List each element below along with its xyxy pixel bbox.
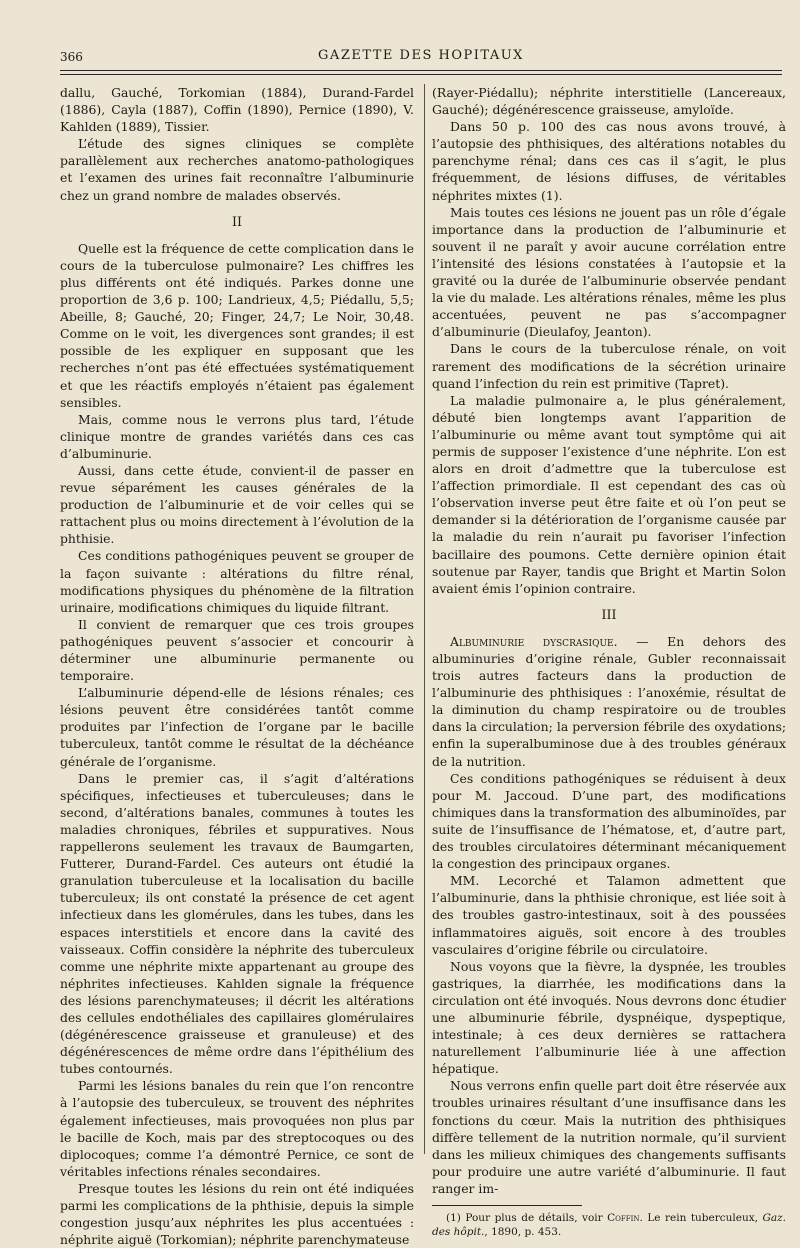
paragraph: Quelle est la fréquence de cette complication dans le cours de la tuberculose pulmonaire? Les chiffres les plus différents ont été indiqués. Parkes donne une proportion de 3,6 p. 100; Landrieux, 4,5; Piédallu, 5,5; Abeille, 8; Gauché, 20; Finger, 24,7; Le Noir, 30,48. Comme on le voit, les divergences sont grandes; il est possible de les expliquer en supposant que les recherches n’ont pas été effectuées systématiquement et que les réactifs employés n’étaient pas également sensibles.: [60, 240, 414, 410]
paragraph: Ces conditions pathogéniques peuvent se grouper de la façon suivante : altérations du filtre rénal, modifications physiques du phénomène de la filtration urinaire, modifications chimiques du liquide filtrant.: [60, 548, 414, 615]
footnote-author: Coffin: [607, 1212, 640, 1224]
paragraph: Aussi, dans cette étude, convient-il de passer en revue séparément les causes générales de la production de l’albuminurie et de voir celles qui se rattachent plus ou moins directement à l’évolution de la phthisie.: [60, 462, 414, 547]
paragraph: [432, 633, 786, 770]
paragraph: dallu, Gauché, Torkomian (1884), Durand-Fardel (1886), Cayla (1887), Coffin (1890), Pernice (1890), V. Kahlden (1889), Tissier.: [60, 85, 414, 135]
paragraph: Dans 50 p. 100 des cas nous avons trouvé, à l’autopsie des phthisiques, des altérations notables du parenchyme rénal; dans ces cas il s’agit, le plus fréquemment, de lésions diffuses, de véritables néphrites mixtes (1).: [432, 119, 786, 203]
paragraph: La maladie pulmonaire a, le plus généralement, débuté bien longtemps avant l’apparition de l’albuminurie ou même avant tout symptôme qui ait permis de supposer l’existence d’une néphrite. L’on est alors en droit d’admettre que la tuberculose est l’affection primordiale. Il est cependant des cas où l’observation inverse peut être faite et où l’on peut se demander si la détérioration de l’organisme causée par la maladie du rein n’aurait pu favoriser l’infection bacillaire des poumons. Cette dernière opinion était soutenue par Rayer, tandis que Bright et Martin Solon avaient émis l’opinion contraire.: [432, 392, 786, 596]
paragraph: Dans le premier cas, il s’agit d’altérations spécifiques, infectieuses et tuberculeuses; dans le second, d’altérations banales, communes à toutes les maladies chroniques, fébriles et suppuratives. Nous rappellerons seulement les travaux de Baumgarten, Futterer, Durand-Fardel. Ces auteurs ont étudié la granulation tuberculeuse et la localisation du bacille tuberculeux; ils ont constaté la présence de cet agent infectieux dans les glomérules, dans les tubes, dans les espaces interstitiels et encore dans la cavité des vaisseaux. Coffin considère la néphrite des tuberculeux comme une néphrite mixte appartenant au groupe des néphrites infectieuses. Kahlden signale la fréquence des lésions parenchymateuses; il décrit les altérations des cellules endothéliales des capillaires glomérulaires (dégénérescence graisseuse et granuleuse) et des dégénérescences de même ordre dans l’épithélium des tubes contournés.: [60, 770, 414, 1077]
paragraph: L’étude des signes cliniques se complète parallèlement aux recherches anatomo-pathologiques et l’examen des urines fait reconnaître l’albuminurie chez un grand nombre de malades observés.: [60, 136, 414, 203]
section-heading: II: [232, 213, 242, 229]
running-title: GAZETTE DES HOPITAUX: [318, 48, 524, 63]
header-rule-thick: [60, 70, 782, 71]
footnote-text: . Le rein tuberculeux,: [639, 1212, 763, 1224]
footnote-text: , 1890, p. 453.: [484, 1226, 562, 1238]
footnote-rule: [432, 1205, 582, 1206]
paragraph: Nous verrons enfin quelle part doit être réservée aux troubles urinaires résultant d’une insuffisance dans les fonctions du cœur. Mais la nutrition des phthisiques diffère tellement de la nutrition normale, qu’il survient dans les milieux chimiques des changements suffisants pour produire une autre variété d’albuminurie. Il faut ranger im-: [432, 1078, 786, 1196]
paragraph: L’albuminurie dépend-elle de lésions rénales; ces lésions peuvent être considérées tantôt comme produites par l’infection de l’organe par le bacille tuberculeux, tantôt comme le résultat de la déchéance générale de l’organisme.: [60, 685, 414, 769]
paragraph: MM. Lecorché et Talamon admettent que l’albuminurie, dans la phthisie chronique, est liée soit à des troubles gastro-intestinaux, soit à des poussées inflammatoires aiguës, soit encore à des troubles vasculaires d’origine fébrile ou circulatoire.: [432, 873, 786, 957]
left-column: [60, 84, 414, 1248]
paragraph: Dans le cours de la tuberculose rénale, on voit rarement des modifications de la sécrétion urinaire quand l’infection du rein est primitive (Tapret).: [432, 341, 786, 391]
footnote: [432, 1211, 786, 1239]
right-column: [432, 84, 786, 1239]
paragraph: Ces conditions pathogéniques se réduisent à deux pour M. Jaccoud. D’une part, des modifications chimiques dans la transformation des albuminoïdes, par suite de l’insuffisance de l’hématose, et, d’autre part, des troubles circulatoires déterminant mécaniquement la congestion des principaux organes.: [432, 770, 786, 872]
paragraph: Mais, comme nous le verrons plus tard, l’étude clinique montre de grandes variétés dans ces cas d’albuminurie.: [60, 411, 414, 461]
footnote-text: (1) Pour plus de détails, voir: [446, 1212, 608, 1224]
section-heading: III: [601, 606, 617, 622]
paragraph: Nous voyons que la fièvre, la dyspnée, les troubles gastriques, la diarrhée, les modifications dans la circulation ont été invoqués. Nous devrons donc étudier une albuminurie fébrile, dyspnéique, dyspeptique, intestinale; à ces deux dernières se rattachera naturellement l’albuminurie liée à une affection hépatique.: [432, 958, 786, 1077]
paragraph: Parmi les lésions banales du rein que l’on rencontre à l’autopsie des tuberculeux, se trouvent des néphrites également infectieuses, mais provoquées non plus par le bacille de Koch, mais par des streptocoques ou des diplocoques; comme l’a démontré Pernice, ce sont de véritables infections rénales secondaires.: [60, 1078, 414, 1179]
paragraph: Presque toutes les lésions du rein ont été indiquées parmi les complications de la phthisie, depuis la simple congestion jusqu’aux néphrites les plus accentuées : néphrite aiguë (Torkomian); néphrite parenchymateuse: [60, 1180, 414, 1248]
footnote-journal: Gaz. des hôpit.: [432, 1212, 786, 1238]
paragraph: Il convient de remarquer que ces trois groupes pathogéniques peuvent s’associer et concourir à déterminer une albuminurie permanente ou temporaire.: [60, 616, 414, 684]
paragraph: (Rayer-Piédallu); néphrite interstitielle (Lancereaux, Gauché); dégénérescence graisseuse, amyloïde.: [432, 85, 786, 118]
paragraph: Mais toutes ces lésions ne jouent pas un rôle d’égale importance dans la production de l’albuminurie et souvent il ne paraît y avoir aucune corrélation entre l’intensité des lésions constatées à l’autopsie et la gravité ou la durée de l’albuminurie observée pendant la vie du malade. Les altérations rénales, même les plus accentuées, peuvent ne pas s’accompagner d’albuminurie (Dieulafoy, Jeanton).: [432, 204, 786, 340]
page-number: 366: [60, 50, 83, 64]
paragraph-lead: Albuminurie dyscrasique.: [450, 633, 618, 649]
page-header: [60, 44, 782, 68]
paragraph-body: — En dehors des albuminuries d’origine rénale, Gubler reconnaissait trois autres facteurs dans la production de l’albuminurie des phthisiques : l’anoxémie, résultat de la diminution du champ respiratoire ou de troubles dans la circulation; la perversion fébrile des oxydations; enfin la superalbuminose due à des troubles généraux de la nutrition.: [432, 633, 787, 769]
column-divider: [424, 84, 425, 1154]
header-rule-thin: [60, 74, 782, 75]
